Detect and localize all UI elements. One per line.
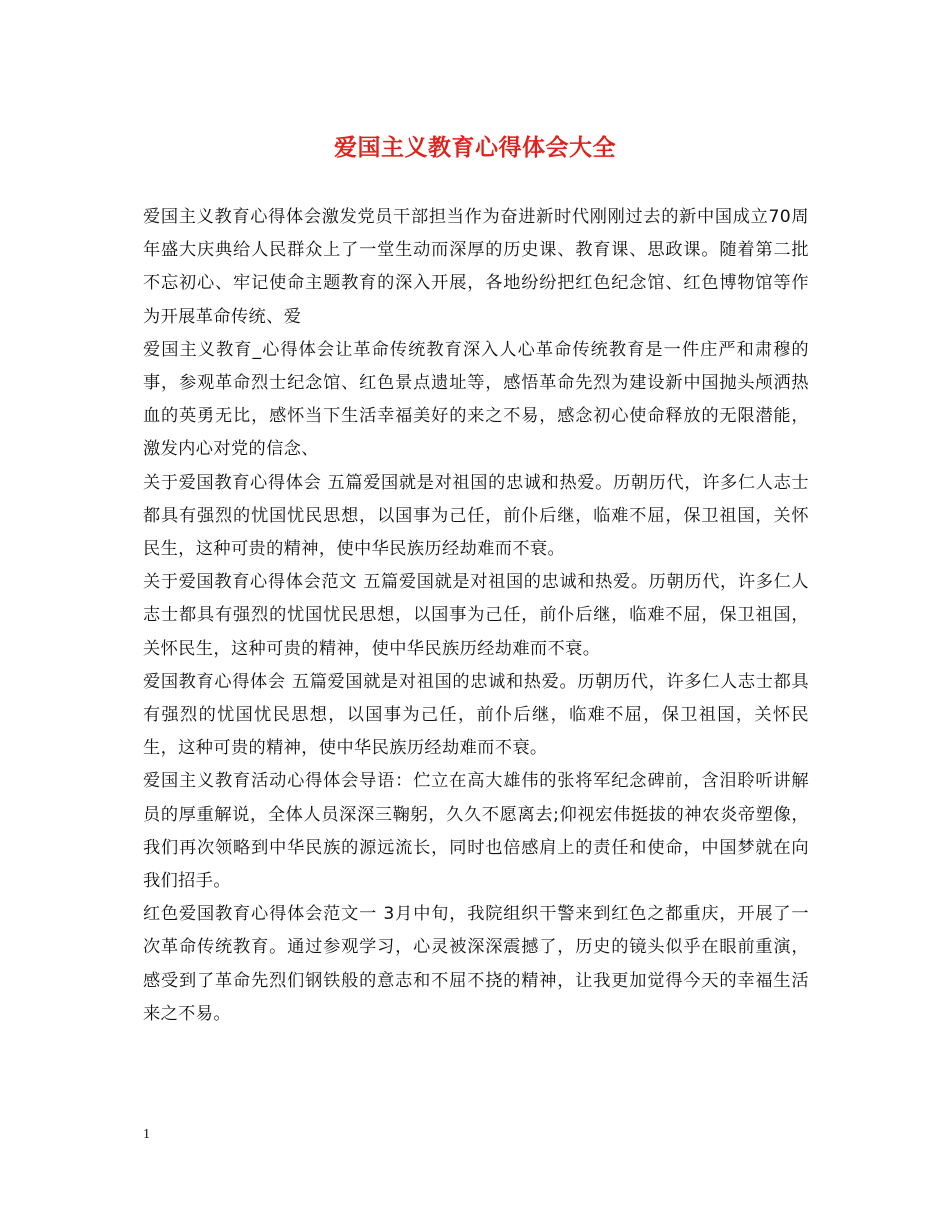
document-body <box>143 201 809 1031</box>
paragraph: 关于爱国教育心得体会范文 五篇爱国就是对祖国的忠诚和热爱。历朝历代，许多仁人志士都具有强烈的忧国忧民思想，以国事为己任，前仆后继，临难不屈，保卫祖国，关怀民生，这种可贵的精神，使中华民族历经劫难而不衰。 <box>143 572 809 659</box>
paragraph: 红色爱国教育心得体会范文一 3月中旬，我院组织干警来到红色之都重庆，开展了一次革命传统教育。通过参观学习，心灵被深深震撼了，历史的镜头似乎在眼前重演，感受到了革命先烈们钢铁般的意志和不屈不挠的精神，让我更加觉得今天的幸福生活来之不易。 <box>143 904 809 1024</box>
paragraph: 爱国主义教育心得体会激发党员干部担当作为奋进新时代刚刚过去的新中国成立70周年盛大庆典给人民群众上了一堂生动而深厚的历史课、教育课、思政课。随着第二批不忘初心、牢记使命主题教育的深入开展，各地纷纷把红色纪念馆、红色博物馆等作为开展革命传统、爱 <box>143 207 809 327</box>
document-title: 爱国主义教育心得体会大全 <box>334 134 616 161</box>
paragraph: 爱国主义教育活动心得体会导语：伫立在高大雄伟的张将军纪念碑前，含泪聆听讲解员的厚重解说，全体人员深深三鞠躬，久久不愿离去;仰视宏伟挺拔的神农炎帝塑像，我们再次领略到中华民族的源远流长，同时也倍感肩上的责任和使命，中国梦就在向我们招手。 <box>143 771 809 892</box>
paragraph: 爱国教育心得体会 五篇爱国就是对祖国的忠诚和热爱。历朝历代，许多仁人志士都具有强烈的忧国忧民思想，以国事为己任，前仆后继，临难不屈，保卫祖国，关怀民生，这种可贵的精神，使中华民族历经劫难而不衰。 <box>143 671 809 759</box>
page-number: 1 <box>143 1127 150 1142</box>
paragraph: 关于爱国教育心得体会 五篇爱国就是对祖国的忠诚和热爱。历朝历代，许多仁人志士都具有强烈的忧国忧民思想，以国事为己任，前仆后继，临难不屈，保卫祖国，关怀民生，这种可贵的精神，使中华民族历经劫难而不衰。 <box>143 472 809 560</box>
paragraph: 爱国主义教育_心得体会让革命传统教育深入人心革命传统教育是一件庄严和肃穆的事，参观革命烈士纪念馆、红色景点遗址等，感悟革命先烈为建设新中国抛头颅洒热血的英勇无比，感怀当下生活幸福美好的来之不易，感念初心使命释放的无限潜能，激发内心对党的信念、 <box>143 339 809 460</box>
